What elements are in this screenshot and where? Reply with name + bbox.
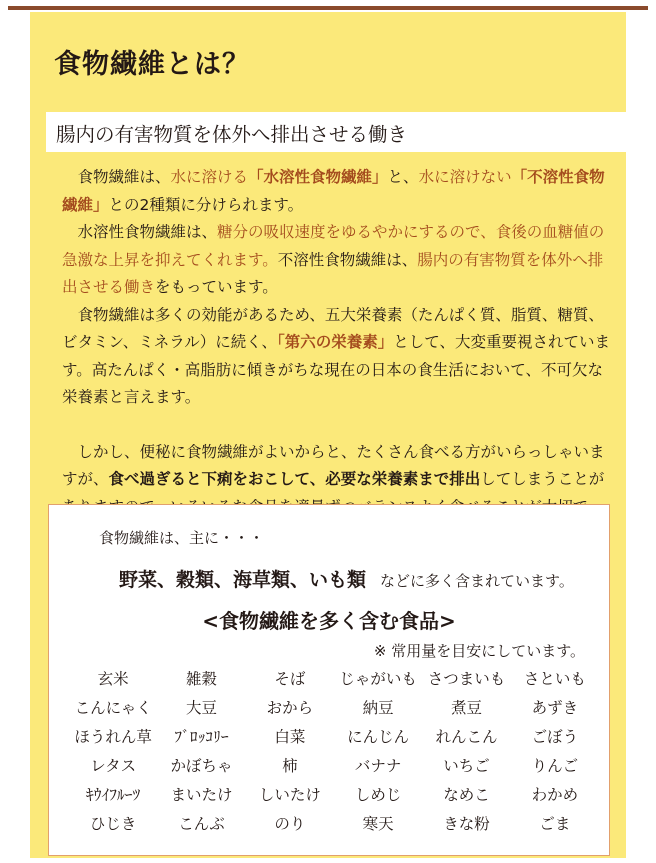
bold-text: 食べ過ぎると下痢をおこして、必要な栄養素まで排出: [108, 470, 481, 488]
food-item: ﾌﾞﾛｯｺﾘｰ: [174, 728, 229, 746]
text-span: をもっています。: [155, 278, 278, 296]
food-item: 白菜: [274, 728, 306, 746]
food-item: のり: [274, 815, 306, 833]
food-item: にんじん: [347, 728, 410, 746]
food-item: 煮豆: [450, 699, 482, 717]
text-span: 食物繊維は多くの効能があるため、五大栄養素（たんぱく質、脂質、糖質、ビタミン、ミネラル）に続く、: [62, 305, 604, 351]
food-item: ごぼう: [531, 728, 579, 746]
food-item: きな粉: [443, 815, 490, 833]
food-item: 柿: [282, 757, 298, 775]
highlight-text: 糖分の吸収速度をゆるやかにするので、食後の血糖値の急激な上昇を抑えてくれます。: [62, 223, 605, 269]
body-text: [62, 164, 610, 549]
subtitle: 腸内の有害物質を体外へ排出させる働き: [56, 123, 408, 146]
text-span: との2種類に分けられます。: [108, 195, 304, 214]
food-item: さつまいも: [427, 670, 506, 688]
food-item: わかめ: [531, 786, 579, 804]
text-span: 食物繊維は、: [77, 168, 171, 186]
food-item: こんぶ: [178, 815, 225, 833]
food-item: こんにゃく: [74, 699, 152, 717]
text-span: 水溶性食物繊維は、: [77, 223, 218, 241]
paragraph-1: [62, 164, 610, 219]
food-item: ほうれん草: [74, 728, 152, 746]
highlight-term: 「水溶性食物繊維」: [248, 168, 388, 186]
main-foods-suffix: などに多く含まれています。: [380, 572, 574, 590]
subtitle-bar: [46, 112, 626, 152]
food-item: りんご: [531, 757, 579, 775]
paragraph-2: [62, 219, 610, 302]
food-item: しめじ: [354, 786, 402, 804]
main-foods: [119, 565, 574, 592]
food-item: そば: [274, 670, 306, 688]
food-item: ひじき: [89, 815, 137, 833]
food-item: 納豆: [362, 699, 394, 717]
food-item: バナナ: [354, 757, 402, 775]
main-foods-list: 野菜、穀類、海草類、いも類: [119, 569, 367, 591]
food-item: あずき: [531, 699, 579, 717]
highlight-text: 水に溶けない: [418, 168, 512, 186]
food-item: なめこ: [443, 786, 490, 804]
food-item: かぼちゃ: [170, 757, 233, 775]
paragraph-gap: [62, 412, 610, 439]
food-item: ごま: [539, 815, 571, 833]
text-span: 不溶性食物繊維は、: [277, 250, 418, 269]
food-item: まいたけ: [170, 786, 233, 804]
food-item: レタス: [90, 757, 137, 775]
highlight-text: 腸内の有害物質を体外へ排出させる働き: [62, 250, 604, 296]
highlight-term: 「不溶性食物繊維」: [62, 168, 605, 214]
top-rule: [8, 6, 648, 10]
page-title: 食物繊維とは？: [54, 49, 250, 80]
page: [30, 12, 626, 858]
food-item: 雑穀: [185, 670, 217, 688]
food-item: 玄米: [97, 670, 129, 688]
food-box: [48, 504, 610, 856]
food-item: ｷｳｲﾌﾙｰﾂ: [86, 786, 141, 804]
food-item: しいたけ: [258, 786, 321, 804]
highlight-term: 「第六の栄養素」: [277, 333, 394, 351]
food-list-heading: <食物繊維を多く含む食品>: [202, 609, 456, 633]
food-item: 大豆: [185, 699, 217, 717]
food-item: じゃがいも: [339, 670, 417, 688]
food-list-note: ※ 常用量を目安にしています。: [373, 642, 585, 660]
box-intro: 食物繊維は、主に・・・: [99, 529, 265, 547]
food-item: さといも: [523, 670, 586, 688]
paragraph-3: [62, 302, 610, 412]
text-span: として、大変重要視されています。高たんぱく・高脂肪に傾きがちな現在の日本の食生活において、不可欠な栄養素と言えます。: [62, 333, 610, 406]
food-item: 寒天: [362, 815, 394, 833]
highlight-text: 水に溶ける: [170, 168, 249, 186]
food-item: れんこん: [435, 728, 498, 746]
food-item: おから: [266, 699, 314, 717]
food-item: いちご: [443, 757, 490, 775]
food-grid: [69, 667, 599, 836]
text-span: と、: [387, 168, 419, 186]
text-span: しかし、便秘に食物繊維がよいからと、たくさん食べる方がいらっしゃいますが、: [62, 442, 605, 488]
text-span: してしまうことが: [480, 470, 605, 488]
